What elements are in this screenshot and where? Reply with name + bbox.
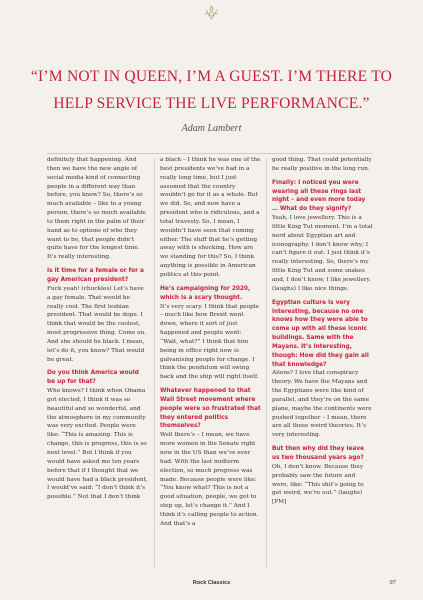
interview-question: Is it time for a female or for a gay American president? [47, 268, 144, 283]
interview-answer: Fuck yeah! (chuckles) Let’s have a gay female. That would be really cool. The first lesbian president. That would be dope. I think that would be the coolest, most progressive thing. Come on. And she should be black. I mean, let’s do it, you know? That would be great. [47, 285, 147, 363]
interview-answer: a black – I think he was one of the best presidents we’ve had in a really long time, but I just assumed that the country wouldn’t go for it as a whole. But we did. So, and now have a president who is ridiculous, and a total travesty. So, I mean, I wouldn’t have seen that coming either. The stuff that he’s getting away with is shocking. How are we standing for this? So, I think anything is possible in American politics at this point. [160, 157, 261, 278]
pull-quote: “I’M NOT IN QUEEN, I’M A GUEST. I’M THERE TO HELP SERVICE THE LIVE PERFORMANCE.” [30, 68, 393, 112]
interview-answer: Oh, I don’t know. Because they probably saw the future and were, like: “This shit’s going to get weird, we’re out.” (laughs) [PM] [272, 463, 364, 506]
interview-answer: good thing. That could potentially be really positive in the long run. [272, 157, 372, 172]
magazine-name: Rock Classics [192, 580, 231, 586]
interview-question: Whatever happened to that Wall Street movement where people were so frustrated that they entered politics themselves? [160, 388, 261, 430]
article-column-2 [160, 156, 261, 533]
interview-question: He’s campaigning for 2020, which is a scary thought. [160, 285, 251, 301]
interview-question: But then why did they leave us two thousand years ago? [272, 446, 365, 461]
pull-quote-attribution: Adam Lambert [181, 123, 242, 134]
column-rule [154, 158, 155, 568]
interview-answer: Who knows? I think when Obama got elected, I think it was so beautiful and so wonderful, and the atmosphere in my community was very excited. People were like: “This is amazing. This is change, this is progress, this is so next level.” But I think if you would have asked me ten years before that if I thought that we would have had a black president, I would’ve said: “I don’t think it’s possible.” Not that I don’t think [47, 388, 148, 501]
interview-answer: Yeah, I love jewellery. This is a little King Tut moment. I’m a total nerd about Egyptian art and iconography. I don’t know why; I can’t figure it out. I just think it’s really interesting. So, there’s my little King Tut and some snakes and, I don’t know, I like jewellery. (laughs) I like nice things. [272, 215, 373, 292]
interview-answer: It’s very scary. I think that people – much like how Brexit went down, where it sort of just happened and people went: “Wait, what?” I think that him being in office right now is galvanising people for change. I think the pendulum will swing back and the ship will right itself. [160, 303, 259, 381]
interview-answer: Well there’s – I mean, we have more women in the Senate right now in the US than we’ve ever had. With the last midterm election, so much progress was made. Because people were like: “You know what? This is not a good situation, people, we got to step up, let’s change it.” And I think it’s calling people to action. And that’s a [160, 432, 259, 527]
queen-crest-icon [203, 5, 220, 21]
interview-answer: Aliens? I love that conspiracy theory. We have the Mayans and the Egyptians were like kind of parallel, and they’re on the same plane, maybe the continents were pushed together – I mean, there are all these weird theories. It’s very interesting. [272, 370, 372, 439]
article-column-3 [272, 156, 373, 511]
column-rule [266, 158, 267, 568]
interview-answer: definitely that happening. And then we have the new angle of social media kind of connecting people in a different way than before, you know? So, there’s so much available – like to a young person, there’s so much available to them right in the palm of their hand as to options of who they want to be, that people didn’t quite have for the longest time. It’s really interesting. [47, 157, 146, 261]
interview-question: Egyptian culture is very interesting, because no one knows how they were able to come up with all these iconic buildings. Same with the Mayans. It’s interesting, though: How did they gain all that knowledge? [272, 299, 369, 368]
article-column-1 [47, 156, 148, 506]
interview-question: Finally: I noticed you were wearing all these rings last night – and even more today … What do they signify? [272, 179, 366, 213]
interview-question: Do you think America would be up for that? [47, 370, 139, 386]
divider [47, 153, 373, 154]
page-number: 97 [389, 579, 396, 586]
